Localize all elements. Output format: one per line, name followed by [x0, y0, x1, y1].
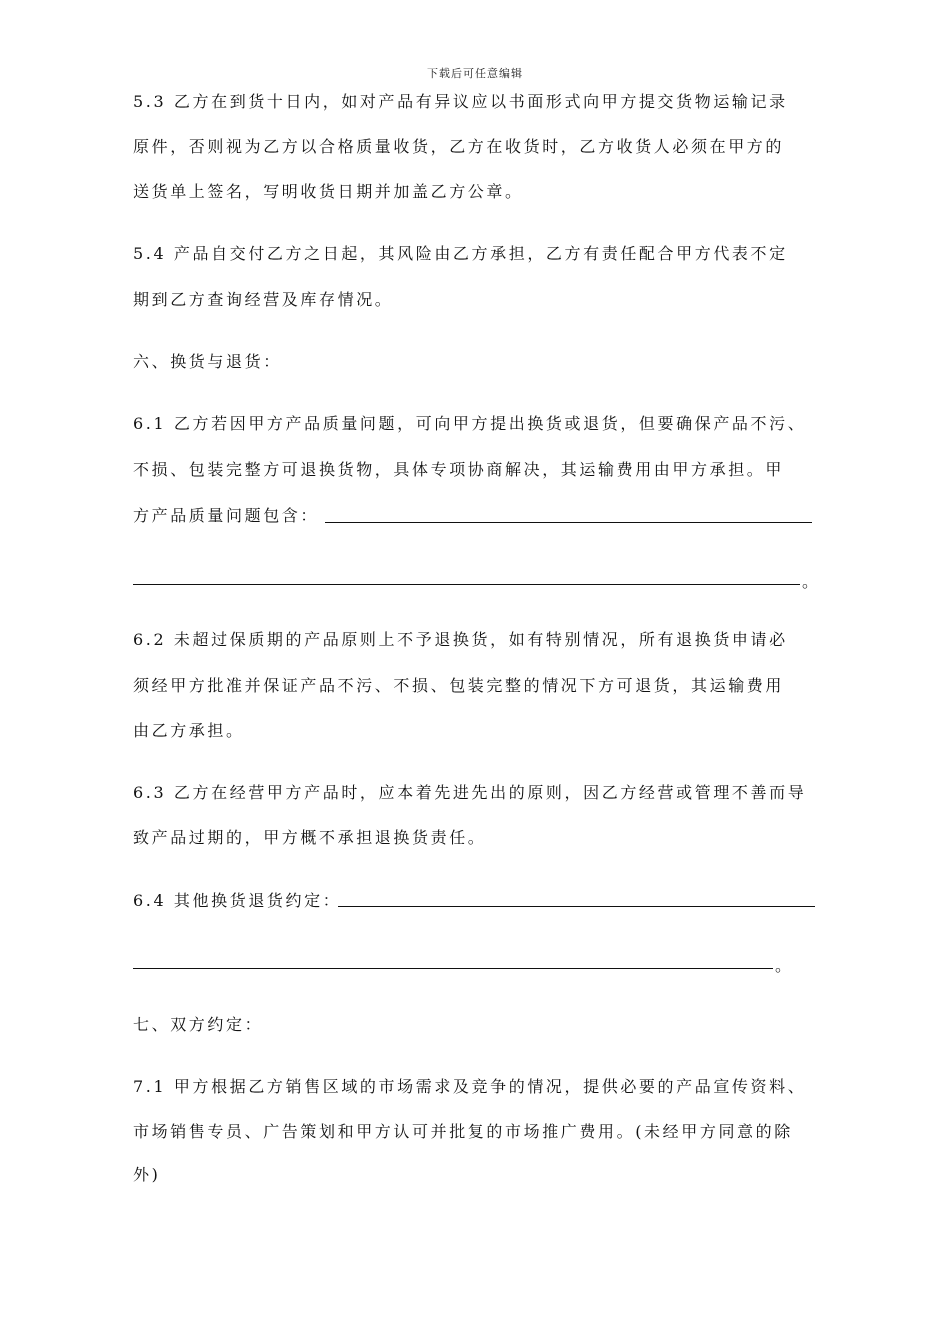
clause-6-1-fill-blank-2 [133, 584, 800, 585]
section-6-heading: 六、换货与退货： [133, 352, 282, 371]
section-7-heading: 七、双方约定： [133, 1015, 264, 1034]
clause-7-1-line-1: 7.1 甲方根据乙方销售区域的市场需求及竞争的情况，提供必要的产品宣传资料、 [133, 1077, 807, 1096]
clause-6-2-line-2: 须经甲方批准并保证产品不污、不损、包装完整的情况下方可退货，其运输费用 [133, 676, 785, 695]
clause-5-4-line-1: 5.4 产品自交付乙方之日起，其风险由乙方承担，乙方有责任配合甲方代表不定 [133, 244, 788, 263]
clause-6-4-fill-blank-2 [133, 968, 773, 969]
clause-6-4-line-1: 6.4 其他换货退货约定： [133, 891, 342, 910]
clause-6-1-line-3: 方产品质量问题包含： [133, 506, 320, 525]
clause-5-3-line-1: 5.3 乙方在到货十日内，如对产品有异议应以书面形式向甲方提交货物运输记录 [133, 92, 788, 111]
clause-5-4-line-2: 期到乙方查询经营及库存情况。 [133, 290, 394, 309]
clause-6-2-line-1: 6.2 未超过保质期的产品原则上不予退换货，如有特别情况，所有退换货申请必 [133, 630, 788, 649]
clause-7-1-line-3: 外) [133, 1165, 161, 1184]
clause-6-4-period: 。 [775, 956, 792, 975]
page-header: 下载后可任意编辑 [427, 67, 523, 80]
clause-6-3-line-2: 致产品过期的，甲方概不承担退换货责任。 [133, 828, 487, 847]
clause-7-1-line-2: 市场销售专员、广告策划和甲方认可并批复的市场推广费用。(未经甲方同意的除 [133, 1122, 793, 1141]
clause-5-3-line-2: 原件，否则视为乙方以合格质量收货，乙方在收货时，乙方收货人必须在甲方的 [133, 137, 785, 156]
clause-6-2-line-3: 由乙方承担。 [133, 721, 245, 740]
clause-6-4-fill-blank-1 [338, 906, 815, 907]
clause-6-1-period: 。 [802, 572, 819, 591]
clause-5-3-line-3: 送货单上签名，写明收货日期并加盖乙方公章。 [133, 182, 524, 201]
clause-6-1-fill-blank-1 [325, 522, 812, 523]
clause-6-1-line-2: 不损、包装完整方可退换货物，具体专项协商解决，其运输费用由甲方承担。甲 [133, 460, 785, 479]
clause-6-1-line-1: 6.1 乙方若因甲方产品质量问题，可向甲方提出换货或退货，但要确保产品不污、 [133, 414, 807, 433]
clause-6-3-line-1: 6.3 乙方在经营甲方产品时，应本着先进先出的原则，因乙方经营或管理不善而导 [133, 783, 807, 802]
